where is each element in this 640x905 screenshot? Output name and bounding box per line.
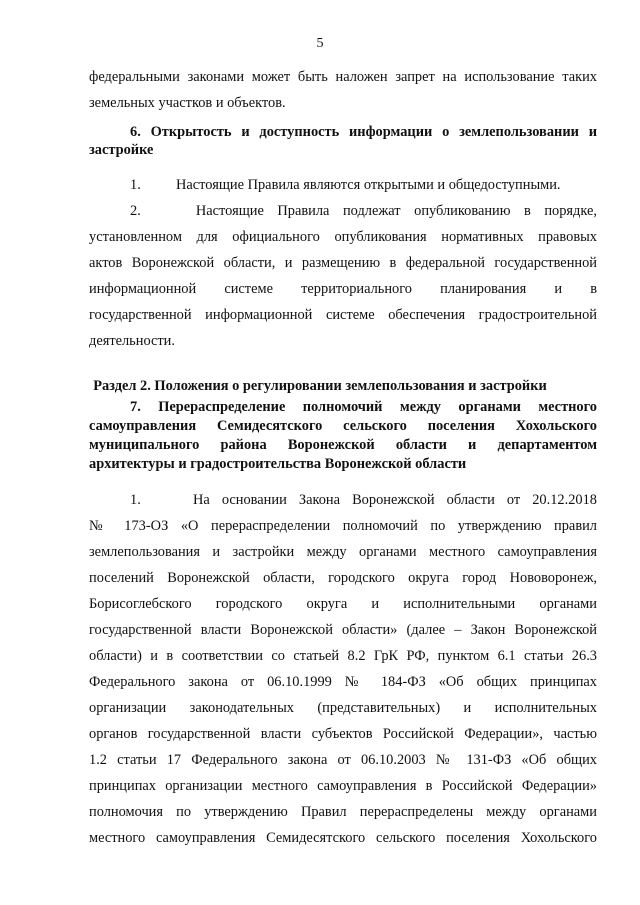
section-6-heading: 6. Открытость и доступность информации о землепользовании и застройке [89,124,597,158]
intro-line-2: земельных участков и объектов. [89,95,286,111]
section-7-paragraph-1-line: Федерального закона от 06.10.1999 № 184-ФЗ «Об общих принципах [89,674,597,690]
section-7-paragraph-1-line: 1.2 статьи 17 Федерального закона от 06.10.2003 № 131-ФЗ «Об общих [89,752,597,768]
section-6-paragraph-2-line: государственной информационной системе обеспечения градостроительной [89,307,597,323]
section-7-heading: 7. Перераспределение полномочий между органами местного самоуправления Семидесятского сельского поселения Хохольского муниципального района Воронежской области и департаментом архитектуры и градостроительства Воронежской области [89,399,597,472]
section-7-paragraph-1-line: полномочия по утверждению Правил перераспределены между органами [89,804,597,820]
section-7-paragraph-1-line: области) и в соответствии со статьей 8.2 ГрК РФ, пунктом 6.1 статьи 26.3 [89,648,597,664]
paragraph-number: 1. [130,492,141,508]
intro-line-1: федеральными законами может быть наложен запрет на использование таких [89,69,597,85]
section-6-paragraph-1 [130,172,597,198]
section-7-paragraph-1-line: землепользования и застройки между органами местного самоуправления [89,544,597,560]
section-7-paragraph-1-line: органов государственной власти субъектов Российской Федерации», частью [89,726,597,742]
section-7-paragraph-1-line-1 [130,487,597,513]
section-6-paragraph-2-line-1 [130,198,597,224]
section-7-paragraph-1-line: принципах организации местного самоуправления в Российской Федерации» [89,778,597,794]
part-2-title: Раздел 2. Положения о регулировании землепользования и застройки [93,378,547,394]
page-number: 5 [316,36,324,51]
section-6-paragraph-2-line: установленном для официального опубликования нормативных правовых [89,229,597,245]
paragraph-number: 2. [130,203,141,219]
paragraph-number: 1. [130,177,141,193]
section-6-paragraph-2-line: деятельности. [89,333,175,349]
section-7-paragraph-1-line: № 173-ОЗ «О перераспределении полномочий по утверждению правил [89,518,597,534]
paragraph-text: Настоящие Правила являются открытыми и общедоступными. [176,177,561,193]
paragraph-text: На основании Закона Воронежской области от 20.12.2018 [192,492,597,508]
section-6-paragraph-2-line: актов Воронежской области, и размещению в федеральной государственной [89,255,597,271]
section-7-paragraph-1-line: государственной власти Воронежской области» (далее – Закон Воронежской [89,622,597,638]
section-7-paragraph-1-line: поселений Воронежской области, городского округа город Нововоронеж, [89,570,597,586]
section-6-paragraph-2-line: информационной системе территориального планирования и в [89,281,597,297]
section-7-paragraph-1-line: местного самоуправления Семидесятского сельского поселения Хохольского [89,830,597,846]
paragraph-text: Настоящие Правила подлежат опубликованию в порядке, [195,203,597,219]
section-7-paragraph-1-line: организации законодательных (представительных) и исполнительных [89,700,597,716]
section-7-paragraph-1-line: Борисоглебского городского округа и исполнительными органами [89,596,597,612]
